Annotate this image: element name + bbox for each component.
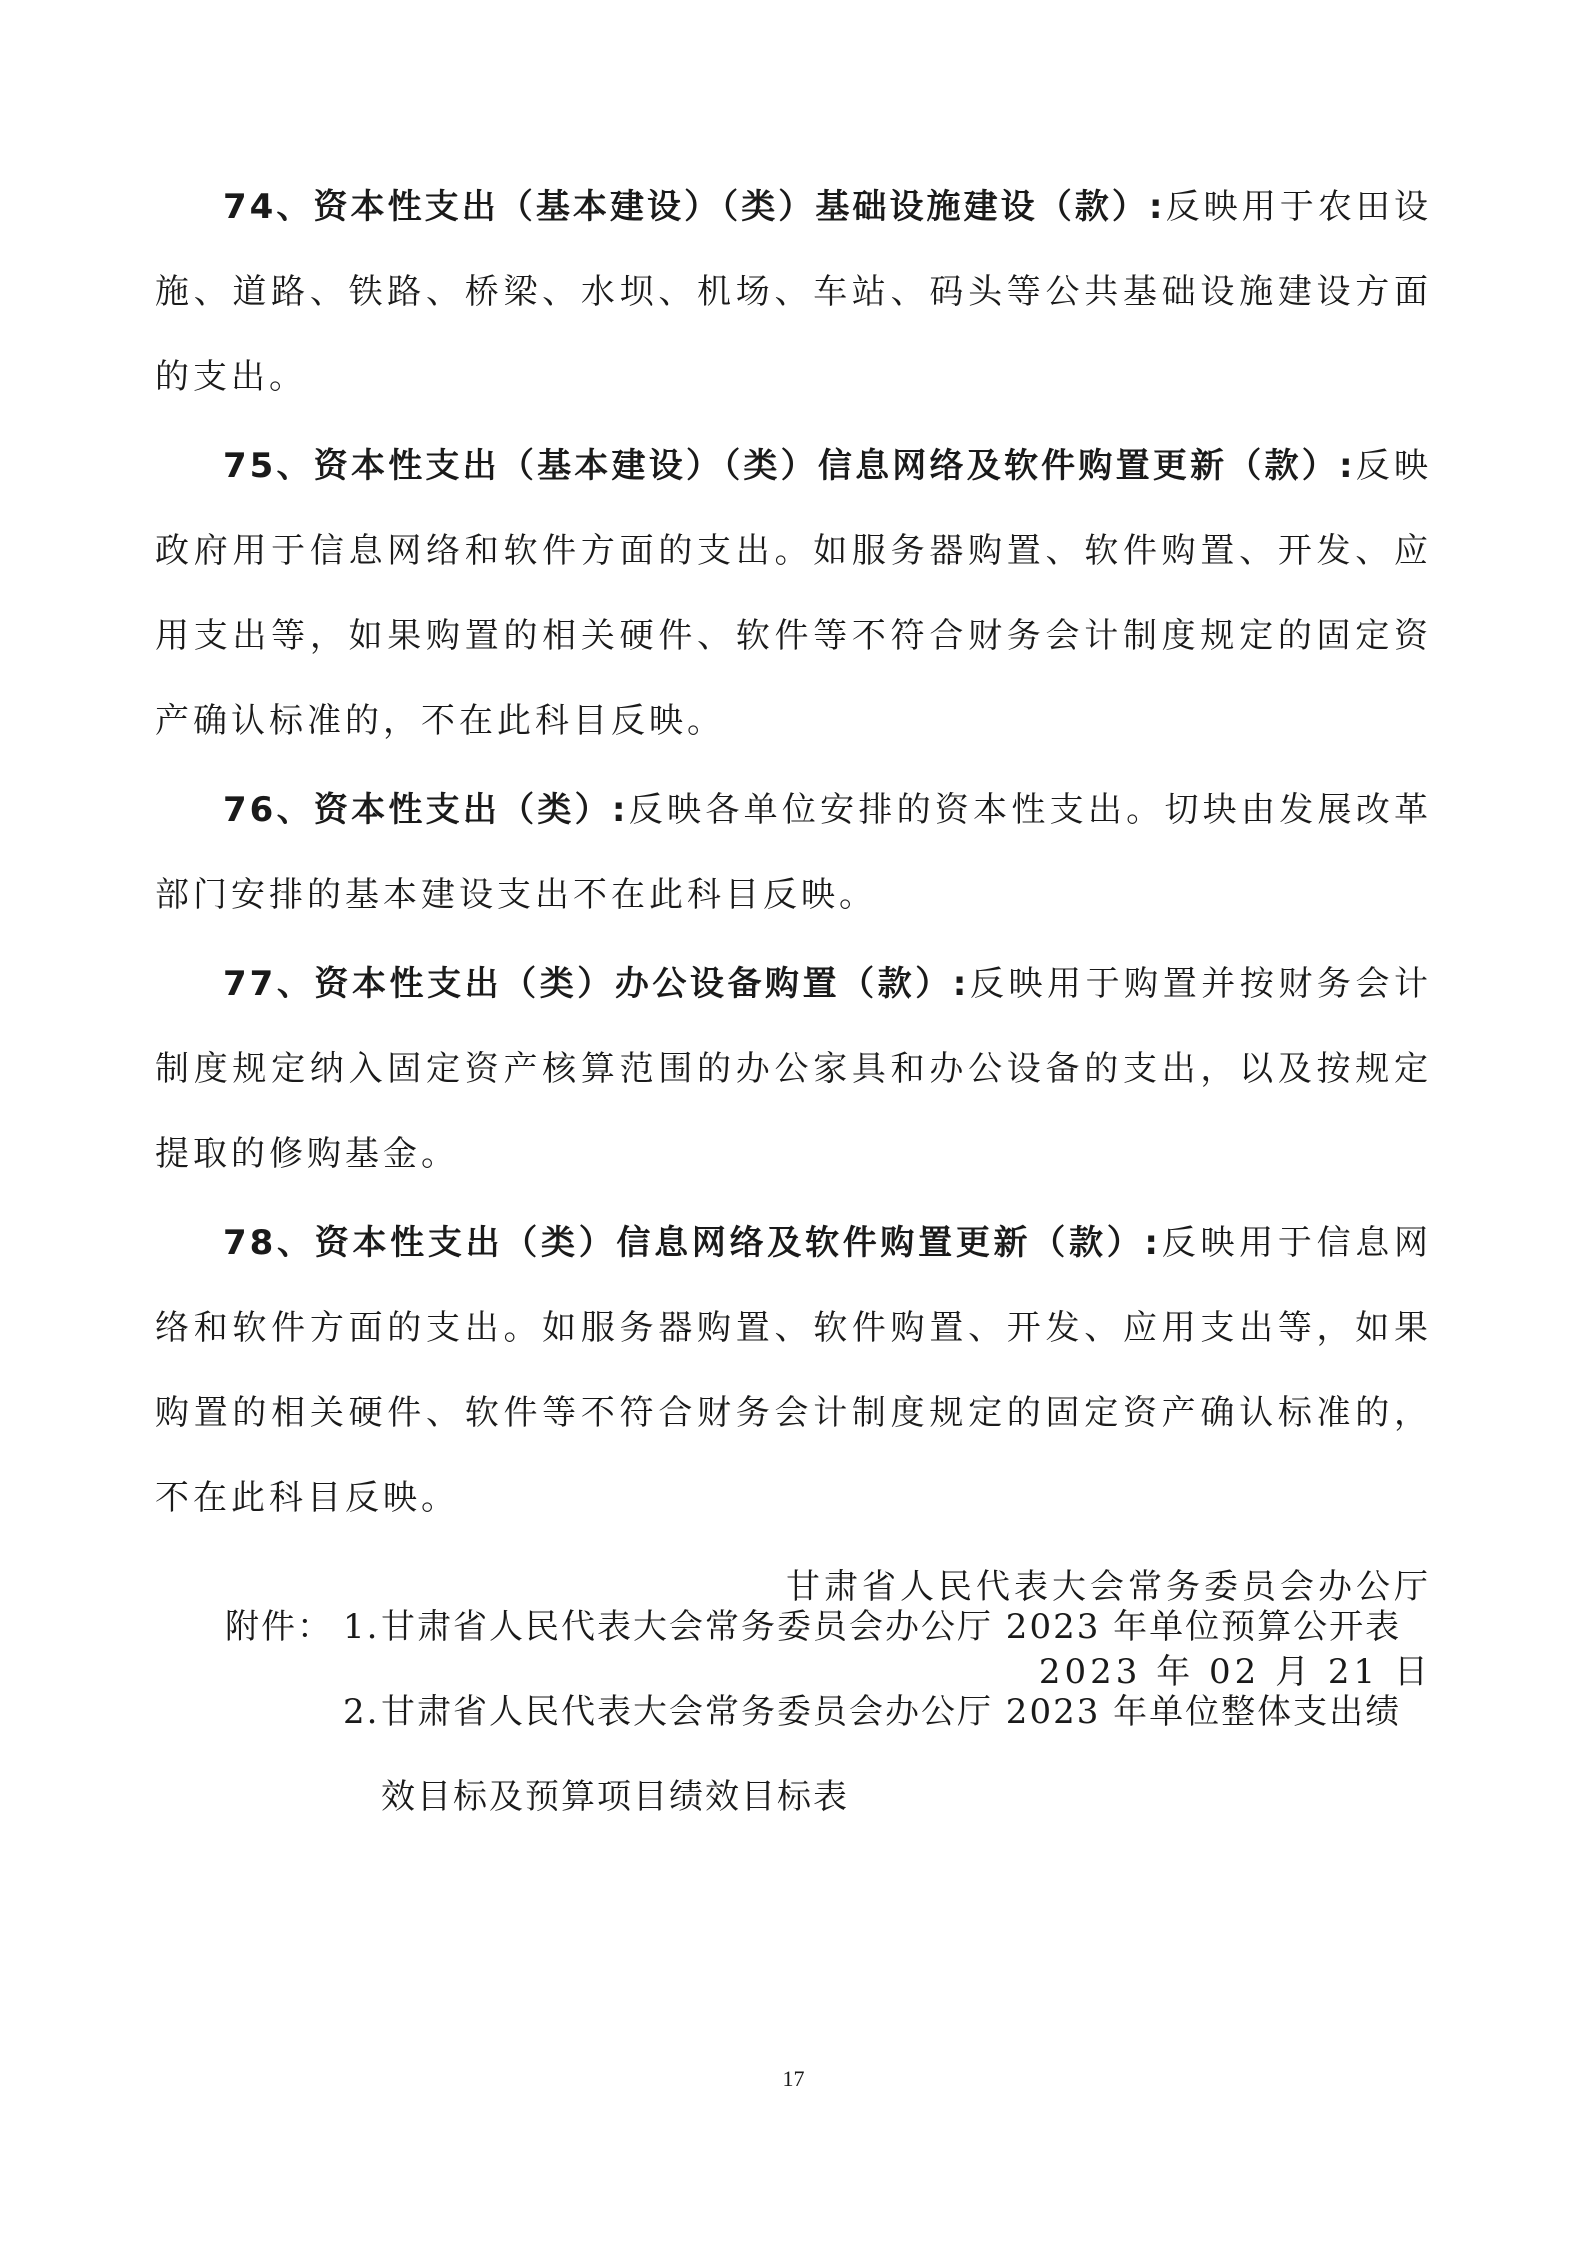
attachment-item — [343, 1585, 1432, 1670]
paragraph-78 — [155, 1201, 1432, 1541]
paragraph-text: 反映各单位安排的资本性支出。切块由发展改革部门安排的基本建设支出不在此科目反映。 — [155, 790, 1433, 915]
attachments-row — [225, 1585, 1432, 1840]
paragraph-75 — [155, 424, 1432, 764]
attachments-label: 附件： — [225, 1607, 333, 1647]
paragraph-heading: 77、资本性支出（类）办公设备购置（款）: — [223, 964, 970, 1004]
page-number: 17 — [782, 2066, 805, 2091]
paragraph-76 — [155, 768, 1432, 938]
attachment-item — [343, 1670, 1432, 1840]
paragraph-heading: 75、资本性支出（基本建设）（类）信息网络及软件购置更新（款）: — [223, 446, 1356, 486]
paragraph-74 — [155, 165, 1432, 420]
paragraph-77 — [155, 942, 1432, 1197]
attachment-title: 甘肃省人民代表大会常务委员会办公厅 2023 年单位预算公开表 — [381, 1607, 1402, 1647]
attachment-number: 2. — [343, 1692, 380, 1732]
document-body — [155, 165, 1432, 1715]
paragraph-text: 反映用于购置并按财务会计制度规定纳入固定资产核算范围的办公家具和办公设备的支出，以及按规定提取的修购基金。 — [155, 964, 1433, 1174]
paragraph-text: 反映政府用于信息网络和软件方面的支出。如服务器购置、软件购置、开发、应用支出等，如果购置的相关硬件、软件等不符合财务会计制度规定的固定资产确认标准的，不在此科目反映。 — [155, 446, 1432, 741]
paragraph-heading: 74、资本性支出（基本建设）（类）基础设施建设（款）: — [223, 187, 1166, 227]
attachments — [225, 1585, 1432, 1840]
paragraph-heading: 76、资本性支出（类）: — [223, 790, 629, 830]
paragraph-text: 反映用于信息网络和软件方面的支出。如服务器购置、软件购置、开发、应用支出等，如果购置的相关硬件、软件等不符合财务会计制度规定的固定资产确认标准的，不在此科目反映。 — [155, 1223, 1433, 1518]
attachment-title: 甘肃省人民代表大会常务委员会办公厅 2023 年单位整体支出绩效目标及预算项目绩效目标表 — [381, 1692, 1402, 1817]
signature-organization: 甘肃省人民代表大会常务委员会办公厅 — [786, 1567, 1432, 1607]
attachment-number: 1. — [343, 1607, 380, 1647]
attachments-list — [343, 1585, 1432, 1840]
signature-date: 2023 年 02 月 21 日 — [1038, 1652, 1432, 1692]
paragraph-heading: 78、资本性支出（类）信息网络及软件购置更新（款）: — [223, 1223, 1162, 1263]
paragraph-text: 反映用于农田设施、道路、铁路、桥梁、水坝、机场、车站、码头等公共基础设施建设方面的支出。 — [155, 187, 1433, 397]
